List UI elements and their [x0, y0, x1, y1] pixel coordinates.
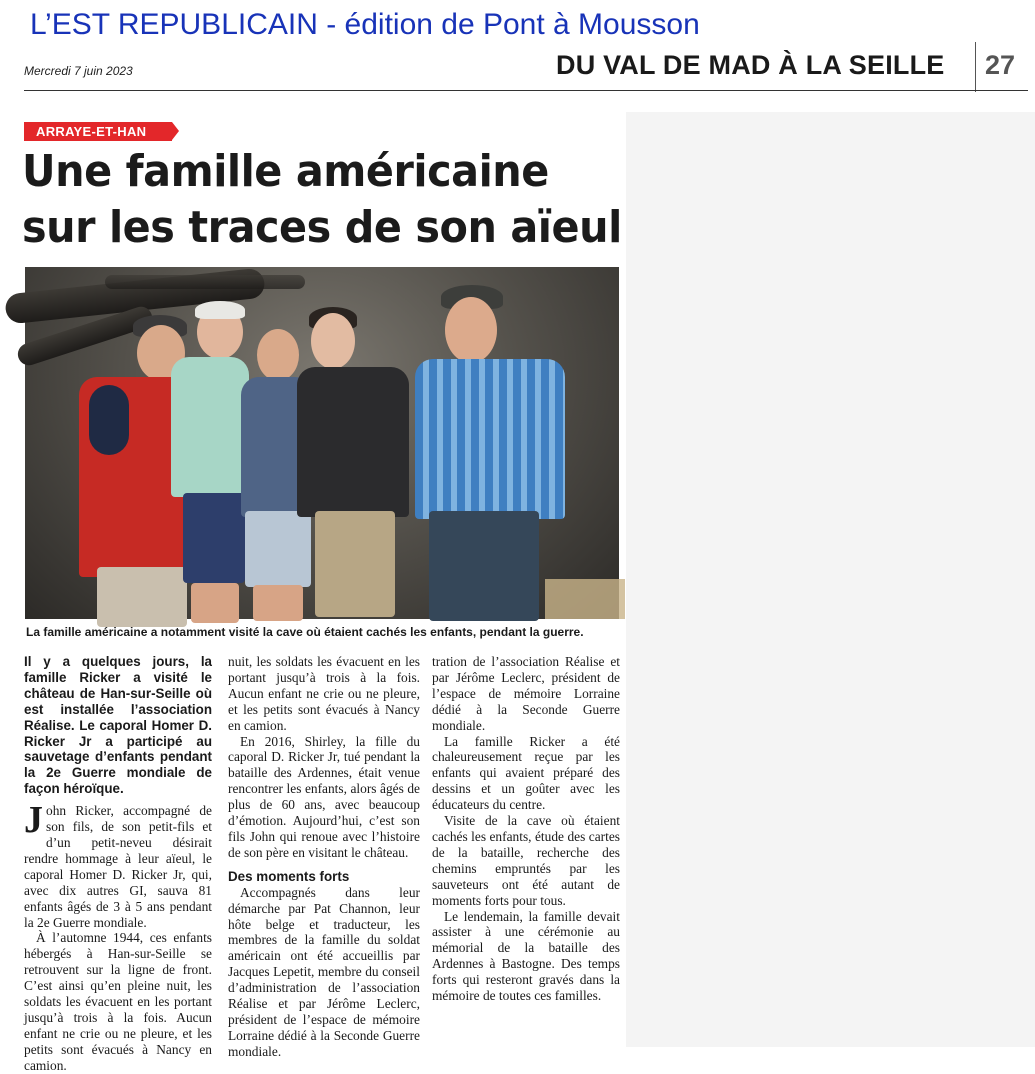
page-number: 27 [985, 50, 1016, 80]
location-kicker: ARRAYE-ET-HAN [24, 122, 172, 141]
article-paragraph: La famille Ricker a été chaleureusement reçue par les enfants qui avaient préparé des dessins et un goûter avec les éducateurs du centre. [432, 733, 620, 813]
kicker-arrow [172, 122, 179, 140]
article-column-2 [228, 654, 420, 1059]
publication-date: Mercredi 7 juin 2023 [24, 64, 133, 78]
section-title: DU VAL DE MAD À LA SEILLE [556, 50, 945, 80]
article-column-3 [432, 654, 620, 1004]
article-paragraph: Visite de la cave où étaient cachés les enfants, étude des cartes de la bataille, recherche des chemins empruntés par les sauveteurs ont été autant de moments forts pour tous. [432, 813, 620, 908]
headline-line-1: Une famille américaine [22, 146, 549, 197]
article-paragraph: À l’automne 1944, ces enfants hébergés à Han-sur-Seille se retrouvent sur la ligne de front. C’est ainsi qu’en pleine nuit, les soldats les évacuent en les portant jusqu’à trois à la fois. Aucun enfant ne crie ou ne pleure, et les petits sont évacués à Nancy en camion. [24, 930, 212, 1073]
headline-line-2: sur les traces de son aïeul [22, 202, 622, 253]
article-subheading: Des moments forts [228, 868, 350, 884]
header-rule [24, 90, 1028, 91]
article-paragraph: John Ricker, accompagné de son fils, de son petit-fils et d’un petit-neveu désirait rendre hommage à leur aïeul, le caporal Homer D. Ricker Jr, qui, avec dix autres GI, sauva 81 enfants âgés de 3 à 5 ans pendant la 2e Guerre mondiale. [24, 799, 212, 930]
article-photo [25, 267, 619, 619]
article-paragraph: Le lendemain, la famille devait assister à une cérémonie au mémorial de la bataille des Ardennes à Bastogne. Des temps forts qui resteront gravés dans la mémoire de toutes ces familles. [432, 908, 620, 1004]
article-paragraph-continued: nuit, les soldats les évacuent en les portant jusqu’à trois à la fois. Aucun enfant ne crie ou ne pleure, et les petits sont évacués à Nancy en camion. [228, 654, 420, 733]
blank-right-area [626, 112, 1035, 1047]
article-column-1 [24, 654, 212, 1073]
article-paragraph: En 2016, Shirley, la fille du caporal D. Ricker Jr, tué pendant la bataille des Ardennes, était venue rencontrer les enfants, alors âgés de plus de 60 ans, avec beaucoup d’émotion. Aujourd’hui, c’est son fils John qui renoue avec l’histoire de son père en visitant le château. [228, 733, 420, 860]
article-lede: Il y a quelques jours, la famille Ricker a visité le château de Han-sur-Seille où est installée l’association Réalise. Le caporal Homer D. Ricker Jr a participé au sauvetage d’enfants pendant la 2e Guerre mondiale de façon héroïque. [24, 654, 212, 797]
header-separator [975, 42, 976, 92]
article-paragraph-continued: tration de l’association Réalise et par Jérôme Leclerc, président de l’espace de mémoire Lorraine dédié à la Seconde Guerre mondiale. [432, 654, 620, 733]
drop-cap: J [24, 799, 43, 842]
masthead-title: L’EST REPUBLICAIN - édition de Pont à Mousson [30, 8, 700, 41]
article-paragraph: Accompagnés dans leur démarche par Pat Channon, leur hôte belge et traducteur, les membres de la famille du soldat américain ont été accueillis par Jacques Lepetit, membre du conseil d’administration de l’association Réalise et par Jérôme Leclerc, président de l’espace de mémoire Lorraine dédié à la Seconde Guerre mondiale. [228, 884, 420, 1059]
photo-caption: La famille américaine a notamment visité la cave où étaient cachés les enfants, pendant la guerre. [26, 625, 584, 639]
